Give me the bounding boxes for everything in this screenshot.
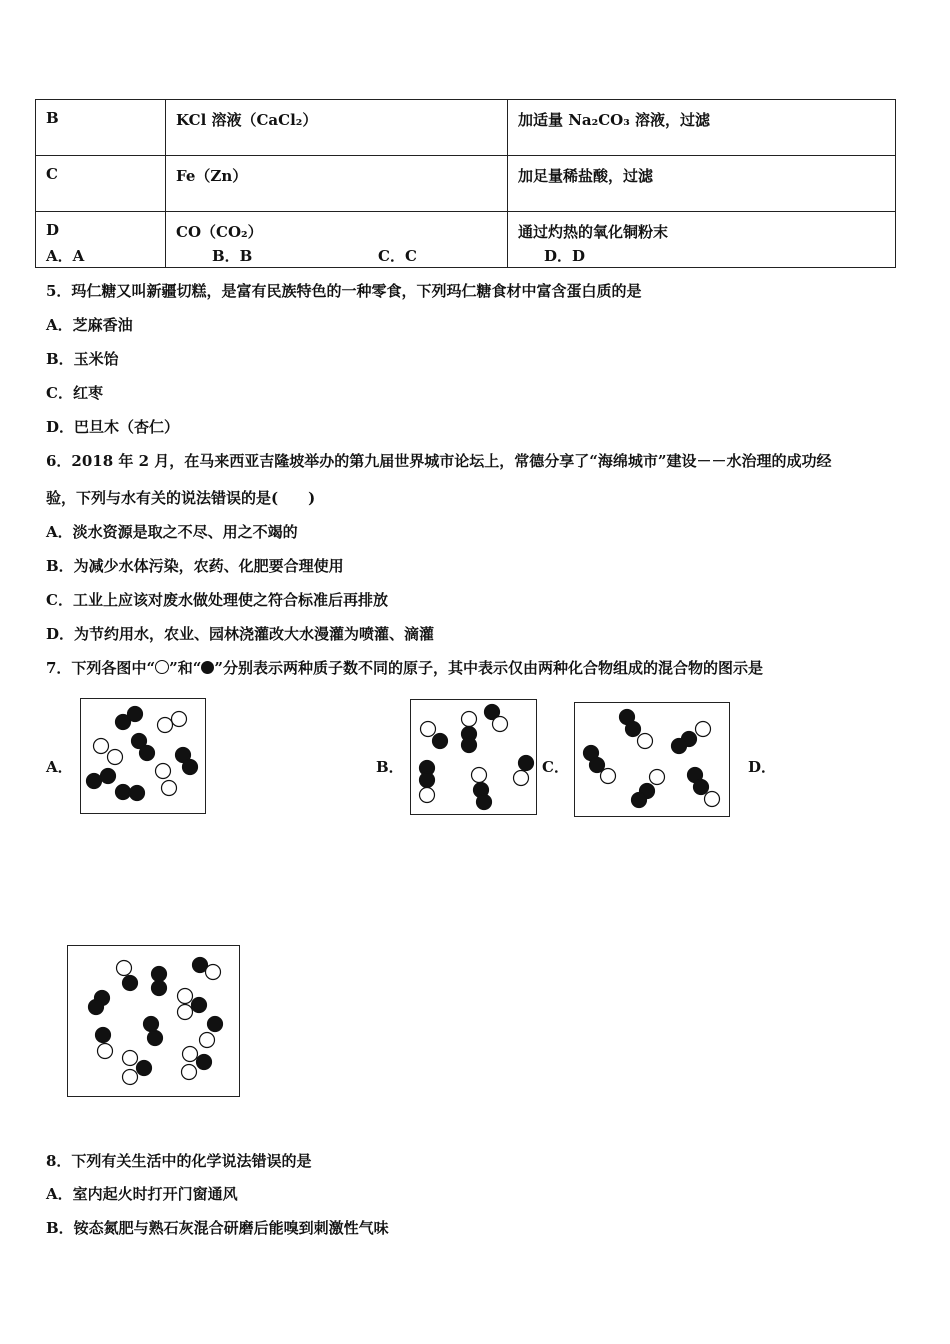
white-atom (472, 768, 487, 783)
q7-stem-part-b: ”和“ (169, 659, 202, 677)
q6-option-c[interactable]: C．工业上应该对废水做处理使之符合标准后再排放 (46, 591, 388, 609)
row-label: D (36, 212, 166, 268)
table-row (36, 100, 896, 156)
q7-label-d[interactable]: D． (748, 758, 777, 776)
white-atom (650, 770, 665, 785)
row-substance: Fe（Zn） (166, 156, 508, 212)
black-atom (130, 786, 145, 801)
black-atom (477, 795, 492, 810)
black-atom (123, 976, 138, 991)
white-atom (183, 1047, 198, 1062)
q5-option-b[interactable]: B．玉米饴 (46, 350, 119, 368)
q7-figure-c[interactable] (574, 702, 730, 817)
white-atom (514, 771, 529, 786)
white-atom (493, 717, 508, 732)
row-substance: CO（CO₂） (166, 212, 508, 268)
white-atom (158, 718, 173, 733)
white-atom (421, 722, 436, 737)
molecule-diagram-d (68, 946, 239, 1096)
black-atom (101, 769, 116, 784)
black-atom (590, 758, 605, 773)
q6-option-a[interactable]: A．淡水资源是取之不尽、用之不竭的 (46, 523, 298, 541)
white-atom (178, 1005, 193, 1020)
black-atom (462, 738, 477, 753)
q6-option-d[interactable]: D．为节约用水，农业、园林浇灌改大水漫灌为喷灌、滴灌 (46, 625, 435, 643)
q7-figure-d[interactable] (67, 945, 240, 1097)
q8-option-a[interactable]: A．室内起火时打开门窗通风 (46, 1185, 238, 1203)
white-atom (462, 712, 477, 727)
q4-answer-options (46, 246, 710, 266)
black-atom (626, 722, 641, 737)
q8-stem: 8．下列有关生活中的化学说法错误的是 (46, 1152, 312, 1170)
black-atom (152, 967, 167, 982)
white-atom (696, 722, 711, 737)
white-atom-icon (155, 660, 169, 674)
table-row (36, 156, 896, 212)
black-atom (128, 707, 143, 722)
black-atom (183, 760, 198, 775)
black-atom (140, 746, 155, 761)
q6-option-b[interactable]: B．为减少水体污染，农药、化肥要合理使用 (46, 557, 344, 575)
q4-option-d[interactable]: D．D (544, 247, 586, 265)
q4-option-c[interactable]: C．C (378, 247, 417, 265)
row-method: 加适量 Na₂CO₃ 溶液，过滤 (508, 100, 896, 156)
white-atom (123, 1070, 138, 1085)
q7-stem-part-c: ”分别表示两种质子数不同的原子，其中表示仅由两种化合物组成的混合物的图示是 (214, 659, 763, 677)
white-atom (98, 1044, 113, 1059)
q5-option-d[interactable]: D．巴旦木（杏仁） (46, 418, 180, 436)
q4-options-table (35, 99, 896, 268)
black-atom (148, 1031, 163, 1046)
black-atom (694, 780, 709, 795)
black-atom (197, 1055, 212, 1070)
black-atom (96, 1028, 111, 1043)
black-atom (519, 756, 534, 771)
white-atom (420, 788, 435, 803)
black-atom (87, 774, 102, 789)
white-atom (172, 712, 187, 727)
black-atom-icon (201, 661, 214, 674)
black-atom (433, 734, 448, 749)
white-atom (178, 989, 193, 1004)
q7-label-a[interactable]: A． (46, 758, 73, 776)
white-atom (601, 769, 616, 784)
q7-figure-a[interactable] (80, 698, 206, 814)
white-atom (156, 764, 171, 779)
black-atom (89, 1000, 104, 1015)
white-atom (206, 965, 221, 980)
q4-option-a[interactable]: A．A (46, 247, 85, 265)
molecule-diagram-a (81, 699, 205, 813)
black-atom (152, 981, 167, 996)
black-atom (672, 739, 687, 754)
white-atom (108, 750, 123, 765)
white-atom (182, 1065, 197, 1080)
q7-figure-b[interactable] (410, 699, 537, 815)
black-atom (137, 1061, 152, 1076)
row-substance: KCl 溶液（CaCl₂） (166, 100, 508, 156)
white-atom (94, 739, 109, 754)
black-atom (208, 1017, 223, 1032)
q7-stem (46, 658, 763, 678)
q8-option-b[interactable]: B．铵态氮肥与熟石灰混合研磨后能嗅到刺激性气味 (46, 1219, 389, 1237)
q4-option-b[interactable]: B．B (212, 247, 253, 265)
black-atom (192, 998, 207, 1013)
white-atom (638, 734, 653, 749)
q5-stem: 5．玛仁糖又叫新疆切糕，是富有民族特色的一种零食，下列玛仁糖食材中富含蛋白质的是 (46, 282, 642, 300)
black-atom (420, 773, 435, 788)
black-atom (632, 793, 647, 808)
white-atom (200, 1033, 215, 1048)
row-method: 通过灼热的氧化铜粉末 (508, 212, 896, 268)
q6-stem-line1: 6．2018 年 2 月，在马来西亚吉隆坡举办的第九届世界城市论坛上，常德分享了“海绵城市”建设－－水治理的成功经 (46, 452, 832, 470)
row-label: B (36, 100, 166, 156)
row-method: 加足量稀盐酸，过滤 (508, 156, 896, 212)
q5-option-c[interactable]: C．红枣 (46, 384, 103, 402)
molecule-diagram-b (411, 700, 536, 814)
white-atom (117, 961, 132, 976)
white-atom (123, 1051, 138, 1066)
q7-label-c[interactable]: C． (542, 758, 569, 776)
white-atom (705, 792, 720, 807)
q7-stem-part-a: 7．下列各图中“ (46, 659, 156, 677)
q7-label-b[interactable]: B． (376, 758, 404, 776)
white-atom (162, 781, 177, 796)
molecule-diagram-c (575, 703, 729, 816)
q5-option-a[interactable]: A．芝麻香油 (46, 316, 133, 334)
black-atom (144, 1017, 159, 1032)
row-label: C (36, 156, 166, 212)
black-atom (116, 785, 131, 800)
q6-stem-line2: 验，下列与水有关的说法错误的是( ) (46, 489, 316, 507)
